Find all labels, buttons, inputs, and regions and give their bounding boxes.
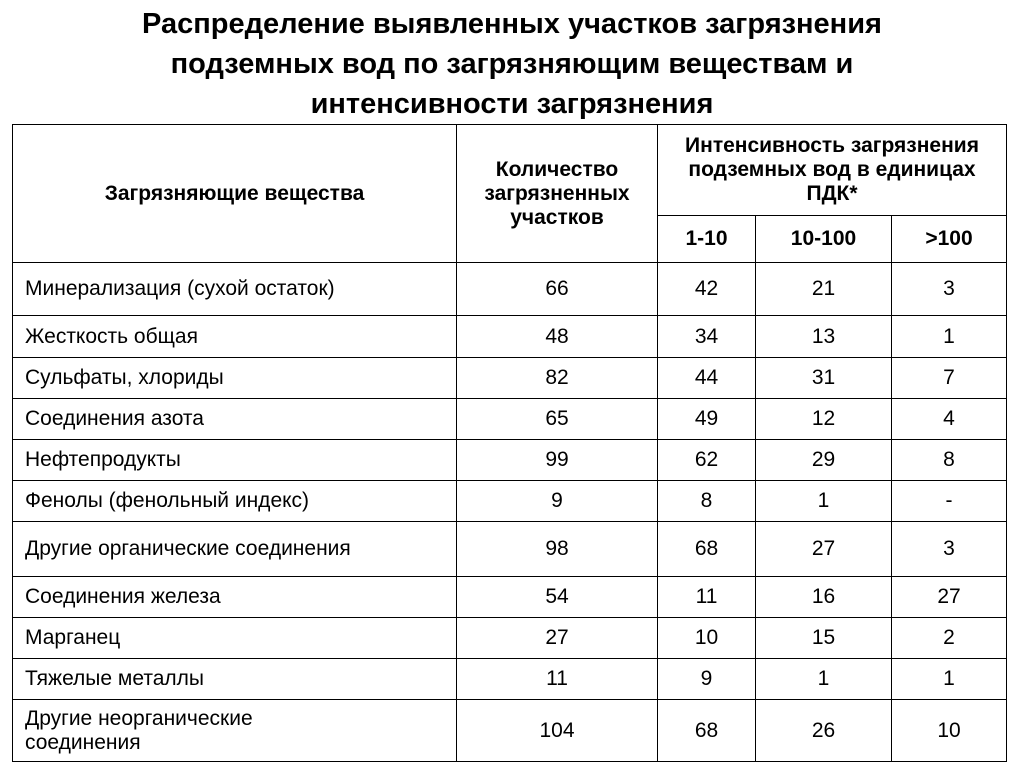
range-over-100-value: 2 [892,618,1007,659]
table-row [13,440,1007,481]
substance-name-line-1: Другие неорганические [25,706,253,730]
range-over-100-value: 7 [892,358,1007,399]
range-1-10-value: 10 [658,618,756,659]
count-value: 104 [457,700,658,762]
table-row [13,316,1007,358]
count-value: 54 [457,577,658,618]
count-value: 11 [457,659,658,700]
table-row [13,659,1007,700]
table-row [13,618,1007,659]
header-intensity-line-1: Интенсивность загрязнения [685,134,979,157]
range-10-100-value: 27 [756,522,892,577]
substance-name: Сульфаты, хлориды [13,358,457,399]
range-over-100-value: 27 [892,577,1007,618]
count-value: 48 [457,316,658,358]
pollution-table [12,124,1007,762]
title-line-3: интенсивности загрязнения [310,88,714,120]
header-substances [13,125,457,263]
table-row [13,399,1007,440]
substance-name-line-2: соединения [25,730,141,754]
range-over-100-value: - [892,481,1007,522]
header-count-line-2: загрязненных [484,181,630,205]
range-1-10-value: 34 [658,316,756,358]
substance-name: Минерализация (сухой остаток) [13,263,457,316]
substance-name [13,700,457,762]
substance-name: Фенолы (фенольный индекс) [13,481,457,522]
range-10-100-value: 15 [756,618,892,659]
table-row [13,358,1007,399]
range-over-100-value: 1 [892,316,1007,358]
header-intensity [658,125,1007,216]
header-count [457,125,658,263]
header-count-line-1: Количество [495,157,619,181]
header-intensity-line-3: ПДК* [806,182,858,205]
substance-name: Тяжелые металлы [13,659,457,700]
range-over-100-value: 4 [892,399,1007,440]
substance-name: Соединения азота [13,399,457,440]
range-over-100-value: 3 [892,263,1007,316]
count-value: 9 [457,481,658,522]
range-1-10-value: 42 [658,263,756,316]
range-1-10-value: 9 [658,659,756,700]
range-over-100-value: 8 [892,440,1007,481]
range-over-100-value: 3 [892,522,1007,577]
table-row [13,700,1007,762]
table-row [13,263,1007,316]
header-range-over-100: >100 [892,216,1007,263]
range-10-100-value: 13 [756,316,892,358]
count-value: 27 [457,618,658,659]
count-value: 99 [457,440,658,481]
range-10-100-value: 26 [756,700,892,762]
range-1-10-value: 68 [658,522,756,577]
substance-name: Другие органические соединения [13,522,457,577]
range-10-100-value: 12 [756,399,892,440]
range-over-100-value: 10 [892,700,1007,762]
range-1-10-value: 49 [658,399,756,440]
count-value: 65 [457,399,658,440]
range-10-100-value: 16 [756,577,892,618]
header-count-line-3: участков [510,205,604,229]
substance-name: Марганец [13,618,457,659]
table-row [13,522,1007,577]
substance-name: Жесткость общая [13,316,457,358]
count-value: 98 [457,522,658,577]
range-10-100-value: 29 [756,440,892,481]
count-value: 66 [457,263,658,316]
header-substances-label: Загрязняющие вещества [104,181,365,205]
range-10-100-value: 1 [756,659,892,700]
range-1-10-value: 44 [658,358,756,399]
range-1-10-value: 11 [658,577,756,618]
substance-name: Соединения железа [13,577,457,618]
header-range-10-100: 10-100 [756,216,892,263]
page-title [20,4,1004,124]
header-intensity-line-2: подземных вод в единицах [688,158,976,181]
title-line-2: подземных вод по загрязняющим веществам и [170,48,854,80]
range-10-100-value: 1 [756,481,892,522]
table-row [13,481,1007,522]
count-value: 82 [457,358,658,399]
range-10-100-value: 21 [756,263,892,316]
range-1-10-value: 68 [658,700,756,762]
range-1-10-value: 62 [658,440,756,481]
table-row [13,577,1007,618]
substance-name: Нефтепродукты [13,440,457,481]
header-range-1-10: 1-10 [658,216,756,263]
range-1-10-value: 8 [658,481,756,522]
range-10-100-value: 31 [756,358,892,399]
title-line-1: Распределение выявленных участков загрязнения [142,8,882,40]
range-over-100-value: 1 [892,659,1007,700]
